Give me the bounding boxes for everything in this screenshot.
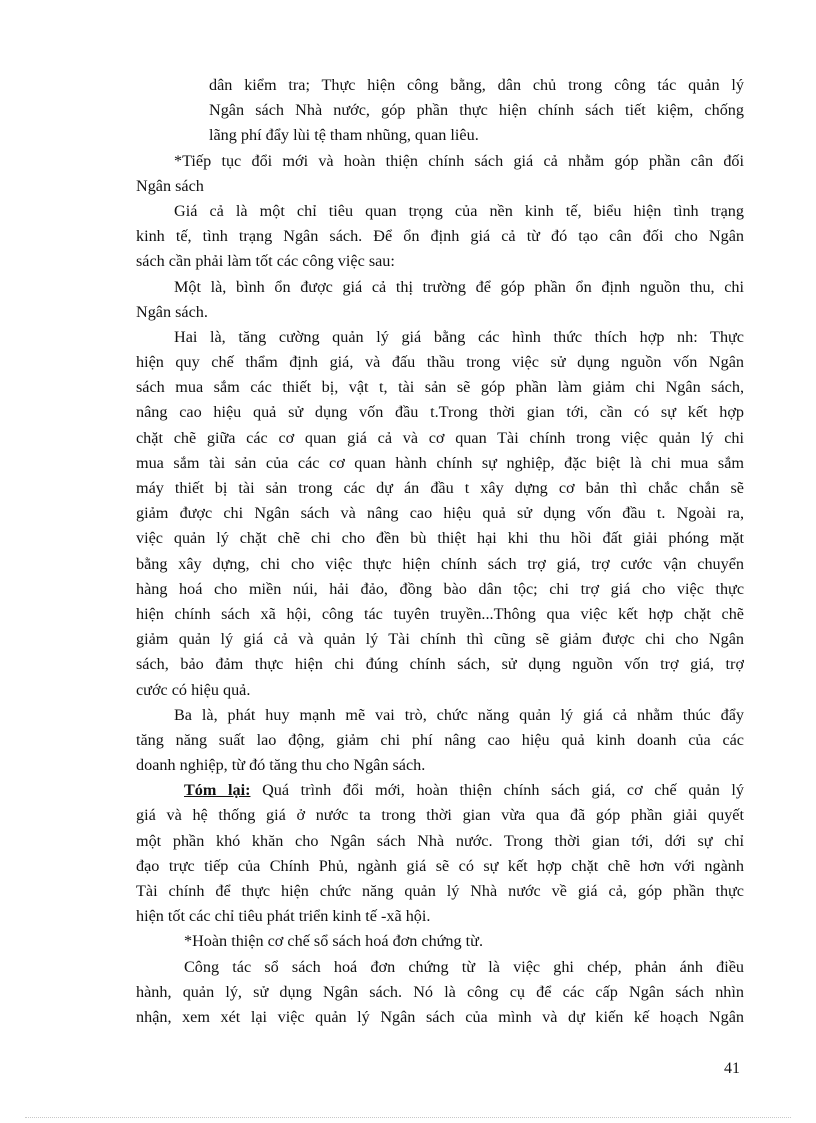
section-heading-books: *Hoàn thiện cơ chế sổ sách hoá đơn chứng từ.: [184, 932, 483, 951]
summary-first-text: Quá trình đổi mới, hoàn thiện chính sách giá, cơ chế quản lý: [250, 781, 744, 800]
text-line: doanh nghiệp, từ đó tăng thu cho Ngân sách.: [136, 756, 426, 775]
text-line: bằng xây dựng, chi cho việc thực hiện chính sách trợ giá, trợ cước vận chuyển: [136, 554, 744, 573]
section-heading-price: *Tiếp tục đổi mới và hoàn thiện chính sách giá cả nhằm góp phần cân đối: [174, 151, 744, 170]
text-line: giảm được chi Ngân sách và nâng cao hiệu quả sử dụng vốn đầu t. Ngoài ra,: [136, 504, 744, 523]
text-line: Ngân sách Nhà nước, góp phần thực hiện chính sách tiết kiệm, chống: [209, 101, 744, 120]
footer-divider: [25, 1117, 791, 1118]
document-body: [136, 73, 744, 1030]
text-line: cước có hiệu quả.: [136, 680, 251, 699]
text-line: Hai là, tăng cường quản lý giá bằng các hình thức thích hợp nh: Thực: [174, 327, 744, 346]
text-line: nâng cao hiệu quả sử dụng vốn đầu t.Trong thời gian tới, cần có sự kết hợp: [136, 403, 744, 422]
text-line: sách, bảo đảm thực hiện chi đúng chính sách, sử dụng nguồn vốn trợ giá, trợ: [136, 655, 744, 674]
text-line: giá và hệ thống giá ở nước ta trong thời gian vừa qua đã góp phần giải quyết: [136, 806, 744, 825]
text-line: Công tác sổ sách hoá đơn chứng từ là việc ghi chép, phản ánh điều: [184, 957, 744, 976]
text-line: tăng năng suất lao động, giảm chi phí nâng cao hiệu quả kinh doanh của các: [136, 730, 744, 749]
text-line: Một là, bình ổn được giá cả thị trường để góp phần ổn định nguồn thu, chi: [174, 277, 744, 296]
text-line: hiện quy chế thẩm định giá, và đấu thầu trong việc sử dụng nguồn vốn Ngân: [136, 353, 744, 372]
text-line: dân kiểm tra; Thực hiện công bằng, dân chủ trong công tác quản lý: [209, 76, 744, 94]
text-line: nhận, xem xét lại việc quản lý Ngân sách của mình và dự kiến kế hoạch Ngân: [136, 1007, 744, 1026]
text-line: Giá cả là một chỉ tiêu quan trọng của nền kinh tế, biểu hiện tình trạng: [174, 201, 744, 220]
page-number: 41: [724, 1060, 740, 1077]
summary-label: Tóm lại:: [184, 781, 251, 800]
summary-first-line: [136, 778, 744, 803]
text-line: việc quản lý chặt chẽ chi cho đền bù thiệt hại khi thu hồi đất giải phóng mặt: [136, 529, 744, 548]
text-line: Ba là, phát huy mạnh mẽ vai trò, chức năng quản lý giá cả nhằm thúc đẩy: [174, 705, 744, 724]
text-line: đạo trực tiếp của Chính Phủ, ngành giá sẽ có sự kết hợp chặt chẽ hơn với ngành: [136, 856, 744, 875]
text-line: hiện chính sách xã hội, công tác tuyên truyền...Thông qua việc kết hợp chặt chẽ: [136, 604, 744, 623]
text-line: Tài chính để thực hiện chức năng quản lý Nhà nước về giá cả, góp phần thực: [136, 882, 744, 900]
text-line: một phần khó khăn cho Ngân sách Nhà nước. Trong thời gian tới, dới sự chỉ: [136, 831, 744, 850]
text-line: hàng hoá cho miền núi, hải đảo, đồng bào dân tộc; chi trợ giá cho việc thực: [136, 579, 744, 598]
text-line: lãng phí đẩy lùi tệ tham nhũng, quan liêu.: [209, 126, 479, 145]
text-line: mua sắm tài sản của các cơ quan hành chính sự nghiệp, đặc biệt là chi mua sắm: [136, 453, 744, 472]
text-line: kinh tế, tình trạng Ngân sách. Để ổn định giá cả từ đó tạo cân đối cho Ngân: [136, 227, 744, 246]
text-line: sách mua sắm các thiết bị, vật t, tài sản sẽ góp phần làm giảm chi Ngân sách,: [136, 378, 744, 397]
text-line: hiện tốt các chỉ tiêu phát triển kinh tế -xã hội.: [136, 907, 431, 926]
text-line: chặt chẽ giữa các cơ quan giá cả và cơ quan Tài chính trong việc quản lý chi: [136, 428, 744, 447]
text-line: sách cần phải làm tốt các công việc sau:: [136, 252, 395, 271]
text-line: hành, quản lý, sử dụng Ngân sách. Nó là công cụ để các cấp Ngân sách nhìn: [136, 982, 744, 1001]
text-line: Ngân sách.: [136, 302, 208, 321]
text-line: Ngân sách: [136, 176, 204, 195]
text-line: giảm quản lý giá cả và quản lý Tài chính thì cũng sẽ giảm được chi cho Ngân: [136, 630, 744, 649]
text-line: máy thiết bị tài sản trong các dự án đầu t xây dựng cơ bản thì chắc chắn sẽ: [136, 479, 744, 497]
